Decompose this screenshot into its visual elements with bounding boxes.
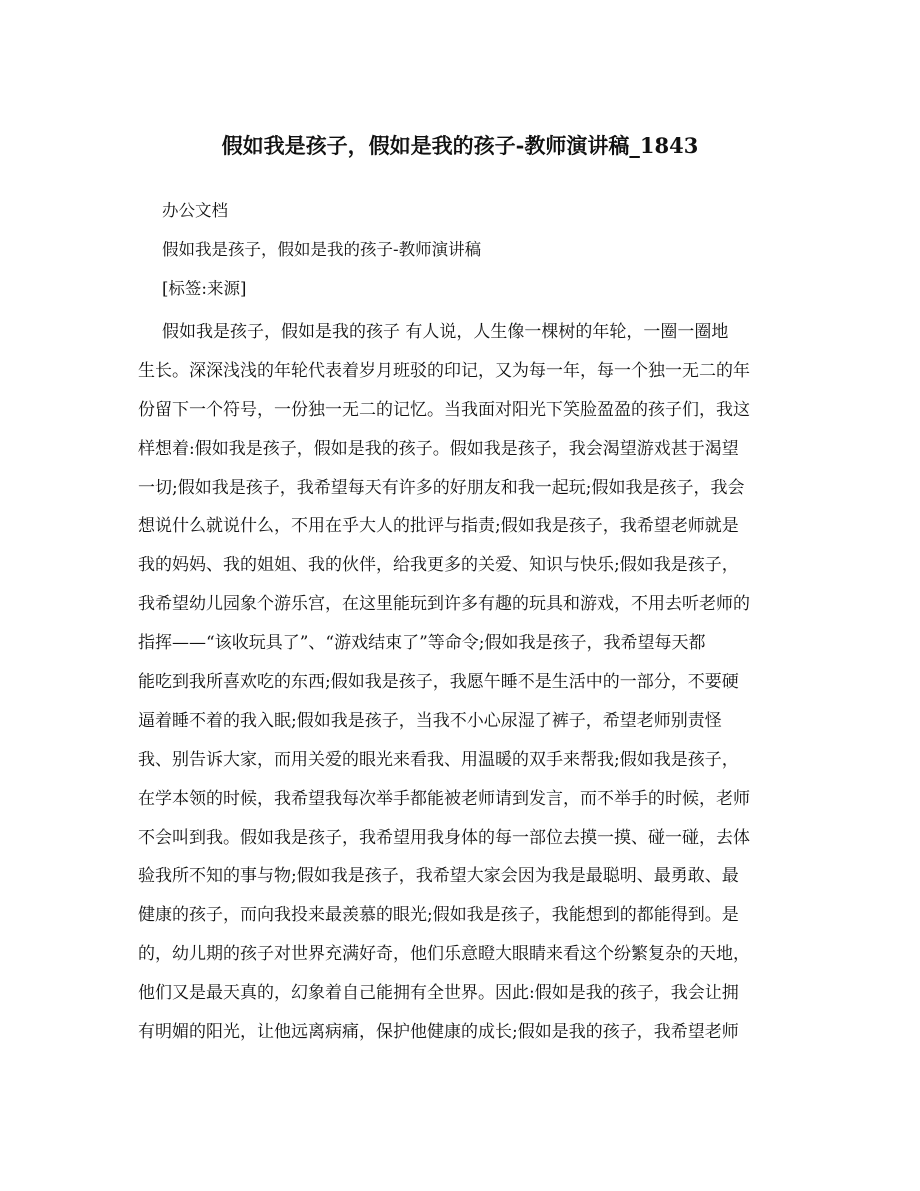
body-line: 能吃到我所喜欢吃的东西;假如我是孩子，我愿午睡不是生活中的一部分，不要硬: [138, 672, 739, 693]
body-line: 一切;假如我是孩子，我希望每天有许多的好朋友和我一起玩;假如我是孩子，我会: [138, 477, 745, 498]
body-line: 样想着:假如我是孩子，假如是我的孩子。假如我是孩子，我会渴望游戏甚于渴望: [138, 438, 739, 459]
body-line: 生长。深深浅浅的年轮代表着岁月班驳的印记，又为每一年，每一个独一无二的年: [138, 360, 750, 381]
body-paragraph: [138, 313, 788, 1052]
body-line: 他们又是最天真的，幻象着自己能拥有全世界。因此:假如是我的孩子，我会让拥: [138, 983, 739, 1004]
document-title: 假如我是孩子，假如是我的孩子-教师演讲稿_1843: [221, 133, 699, 158]
body-line: 的，幼儿期的孩子对世界充满好奇，他们乐意瞪大眼睛来看这个纷繁复杂的天地，: [138, 944, 750, 965]
meta-category: 办公文档: [162, 201, 228, 220]
meta-subtitle: 假如我是孩子，假如是我的孩子-教师演讲稿: [162, 240, 482, 259]
body-line: 逼着睡不着的我入眠;假如我是孩子，当我不小心尿湿了裤子，希望老师别责怪: [138, 710, 722, 731]
body-line: 在学本领的时候，我希望我每次举手都能被老师请到发言，而不举手的时候，老师: [138, 788, 750, 809]
body-line: 假如我是孩子，假如是我的孩子 有人说，人生像一棵树的年轮，一圈一圈地: [162, 322, 729, 342]
body-line: 健康的孩子，而向我投来最羡慕的眼光;假如我是孩子，我能想到的都能得到。是: [138, 905, 739, 926]
body-line: 份留下一个符号，一份独一无二的记忆。当我面对阳光下笑脸盈盈的孩子们，我这: [138, 399, 750, 420]
body-line: 我希望幼儿园象个游乐宫，在这里能玩到许多有趣的玩具和游戏，不用去听老师的: [138, 594, 750, 615]
body-line: 想说什么就说什么，不用在乎大人的批评与指责;假如我是孩子，我希望老师就是: [138, 516, 739, 537]
body-line: 我、别告诉大家，而用关爱的眼光来看我、用温暖的双手来帮我;假如我是孩子，: [138, 749, 739, 770]
body-line: 指挥——“该收玩具了”、“游戏结束了”等命令;假如我是孩子，我希望每天都: [138, 633, 706, 654]
body-line: 不会叫到我。假如我是孩子，我希望用我身体的每一部位去摸一摸、碰一碰，去体: [138, 827, 750, 848]
body-line: 验我所不知的事与物;假如我是孩子，我希望大家会因为我是最聪明、最勇敢、最: [138, 866, 739, 887]
body-line: 有明媚的阳光，让他远离病痛，保护他健康的成长;假如是我的孩子，我希望老师: [138, 1022, 739, 1043]
body-line: 我的妈妈、我的姐姐、我的伙伴，给我更多的关爱、知识与快乐;假如我是孩子，: [138, 555, 739, 576]
meta-tags: [标签:来源]: [162, 279, 247, 298]
